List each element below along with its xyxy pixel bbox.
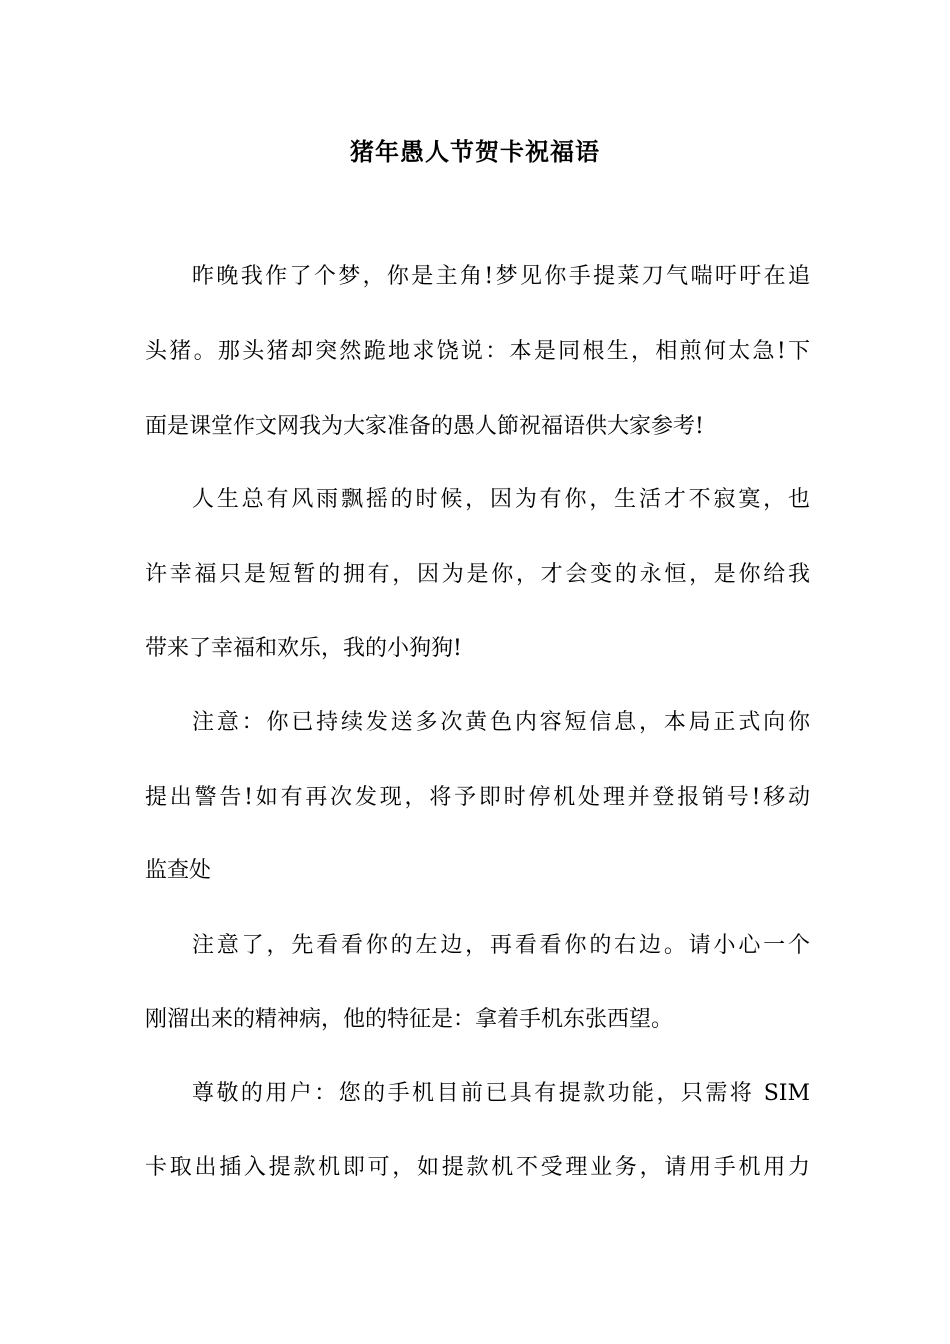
paragraph-line: 刚溜出来的精神病，他的特征是：拿着手机东张西望。 xyxy=(145,1007,674,1032)
paragraph-line: 尊敬的用户：您的手机目前已具有提款功能，只需将 SIM xyxy=(192,1081,810,1106)
paragraph-line: 注意：你已持续发送多次黄色内容短信息，本局正式向你 xyxy=(192,710,810,735)
paragraph-line: 头猪。那头猪却突然跪地求饶说：本是同根生，相煎何太急!下 xyxy=(145,339,810,364)
paragraph-line: 监查处 xyxy=(145,858,212,883)
paragraph-line: 提出警告!如有再次发现，将予即时停机处理并登报销号!移动 xyxy=(145,785,810,810)
paragraph-line: 带来了幸福和欢乐，我的小狗狗! xyxy=(145,636,462,661)
paragraph-line: 人生总有风雨飘摇的时候，因为有你，生活才不寂寞，也 xyxy=(192,487,810,512)
paragraph-line: 面是课堂作文网我为大家准备的愚人節祝福语供大家参考! xyxy=(145,414,704,439)
paragraph-line: 注意了，先看看你的左边，再看看你的右边。请小心一个 xyxy=(192,933,810,958)
document-title: 猪年愚人节贺卡祝福语 xyxy=(350,138,600,166)
paragraph-line: 昨晚我作了个梦，你是主角!梦见你手提菜刀气喘吁吁在追 xyxy=(192,264,810,289)
paragraph-line: 许幸福只是短暂的拥有，因为是你，才会变的永恒，是你给我 xyxy=(145,562,810,587)
paragraph-line: 卡取出插入提款机即可，如提款机不受理业务，请用手机用力 xyxy=(145,1155,810,1180)
